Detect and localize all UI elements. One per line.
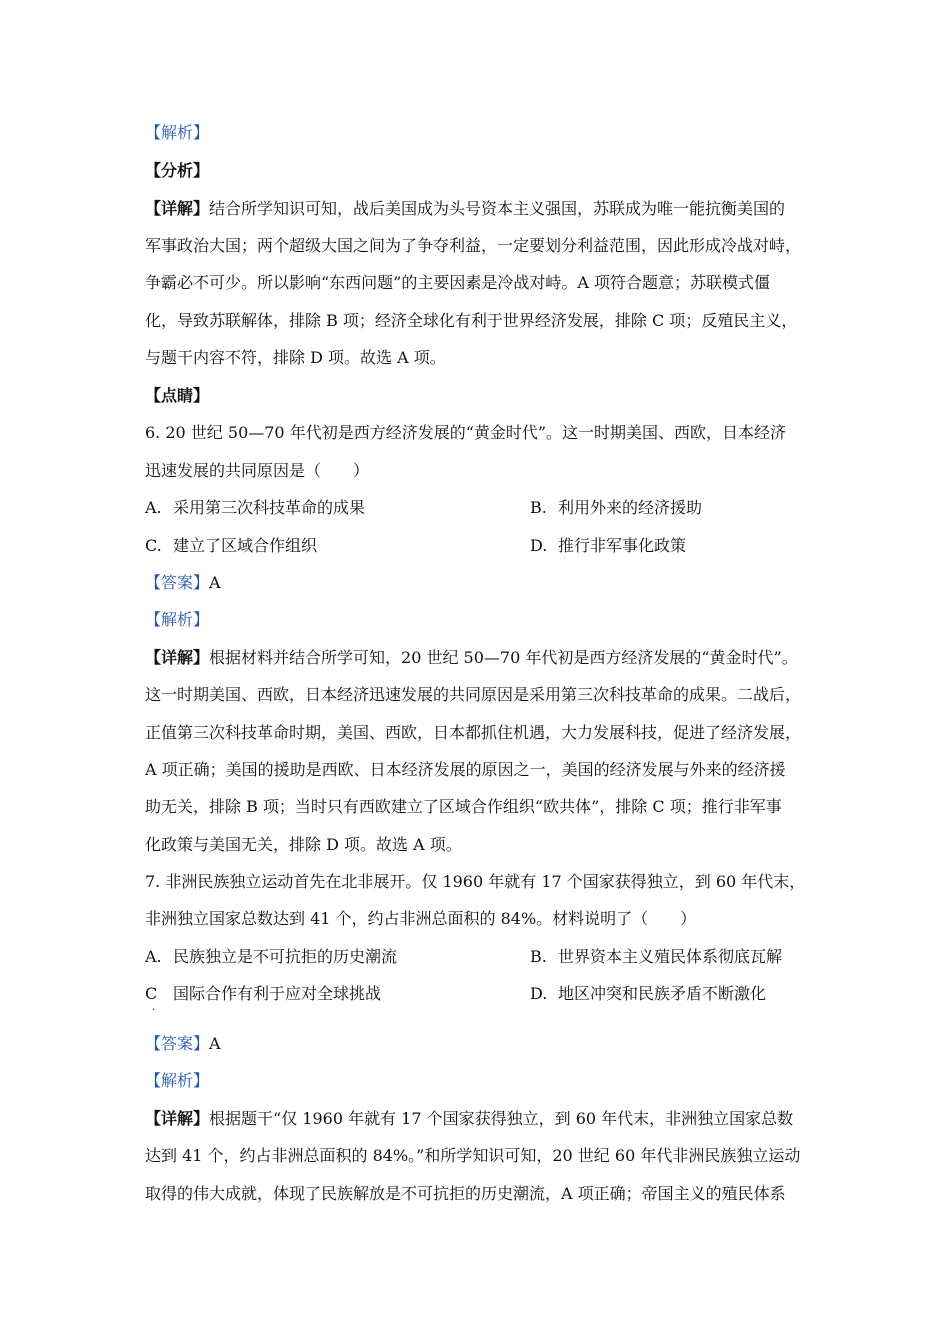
- q6-detail-line: 正值第三次科技革命时期，美国、西欧，日本都抓住机遇，大力发展科技，促进了经济发展，: [145, 723, 802, 742]
- q5-detail-line: 军事政治大国；两个超级大国之间为了争夺利益，一定要划分利益范围，因此形成冷战对峙，: [145, 236, 802, 255]
- q7-stem-line: 非洲独立国家总数达到 41 个，约占非洲总面积的 84%。材料说明了（ ）: [145, 909, 697, 928]
- q6-stem-line: 迅速发展的共同原因是（ ）: [145, 461, 370, 480]
- analysis-label: 【解析】: [145, 123, 210, 142]
- q6-option-d: D. 推行非军事化政策: [530, 536, 687, 555]
- q5-detail-line: 【详解】结合所学知识可知，战后美国成为头号资本主义强国，苏联成为唯一能抗衡美国的: [145, 199, 786, 218]
- q6-answer: 【答案】A: [145, 573, 221, 592]
- q6-analysis-label: 【解析】: [145, 610, 210, 629]
- q5-detail-line: 争霸必不可少。所以影响“东西问题”的主要因素是冷战对峙。A 项符合题意；苏联模式僵: [145, 273, 771, 292]
- q7-option-c: C 国际合作有利于应对全球挑战: [145, 984, 382, 1003]
- q6-stem-line: 6. 20 世纪 50—70 年代初是西方经济发展的“黄金时代”。这一时期美国、西欧，日本经济: [145, 423, 787, 442]
- q7-detail-line: 【详解】根据题干“仅 1960 年就有 17 个国家获得独立，到 60 年代末，非洲独立国家总数: [145, 1109, 794, 1128]
- q5-detail-line: 与题干内容不符，排除 D 项。故选 A 项。: [145, 348, 446, 367]
- q6-detail-line: 这一时期美国、西欧，日本经济迅速发展的共同原因是采用第三次科技革命的成果。二战后，: [145, 685, 802, 704]
- q6-detail-line: A 项正确；美国的援助是西欧、日本经济发展的原因之一，美国的经济发展与外来的经济援: [145, 760, 786, 779]
- q6-detail-line: 【详解】根据材料并结合所学可知，20 世纪 50—70 年代初是西方经济发展的“黄金时代”。: [145, 648, 798, 667]
- q7-detail-line: 达到 41 个，约占非洲总面积的 84%。”和所学知识可知，20 世纪 60 年代非洲民族独立运动: [145, 1146, 801, 1165]
- q7-option-d: D. 地区冲突和民族矛盾不断激化: [530, 984, 767, 1003]
- q6-option-b: B. 利用外来的经济援助: [530, 498, 703, 517]
- q6-detail-line: 化政策与美国无关，排除 D 项。故选 A 项。: [145, 835, 462, 854]
- q7-detail-line: 取得的伟大成就，体现了民族解放是不可抗拒的历史潮流，A 项正确；帝国主义的殖民体系: [145, 1184, 786, 1203]
- q6-option-a: A. 采用第三次科技革命的成果: [145, 498, 366, 517]
- stray-dot: ·: [152, 1005, 156, 1016]
- fenxi-label: 【分析】: [145, 161, 210, 180]
- dianjing-label: 【点睛】: [145, 386, 210, 405]
- q7-analysis-label: 【解析】: [145, 1071, 210, 1090]
- q7-stem-line: 7. 非洲民族独立运动首先在北非展开。仅 1960 年就有 17 个国家获得独立，到 60 年代末，: [145, 872, 806, 891]
- q7-option-a: A. 民族独立是不可抗拒的历史潮流: [145, 947, 398, 966]
- q6-option-c: C. 建立了区域合作组织: [145, 536, 318, 555]
- q6-detail-line: 助无关，排除 B 项；当时只有西欧建立了区域合作组织“欧共体”，排除 C 项；推行非军事: [145, 797, 782, 816]
- q7-option-b: B. 世界资本主义殖民体系彻底瓦解: [530, 947, 783, 966]
- q7-answer: 【答案】A: [145, 1034, 221, 1053]
- q5-detail-line: 化，导致苏联解体，排除 B 项；经济全球化有利于世界经济发展，排除 C 项；反殖民主义，: [145, 311, 798, 330]
